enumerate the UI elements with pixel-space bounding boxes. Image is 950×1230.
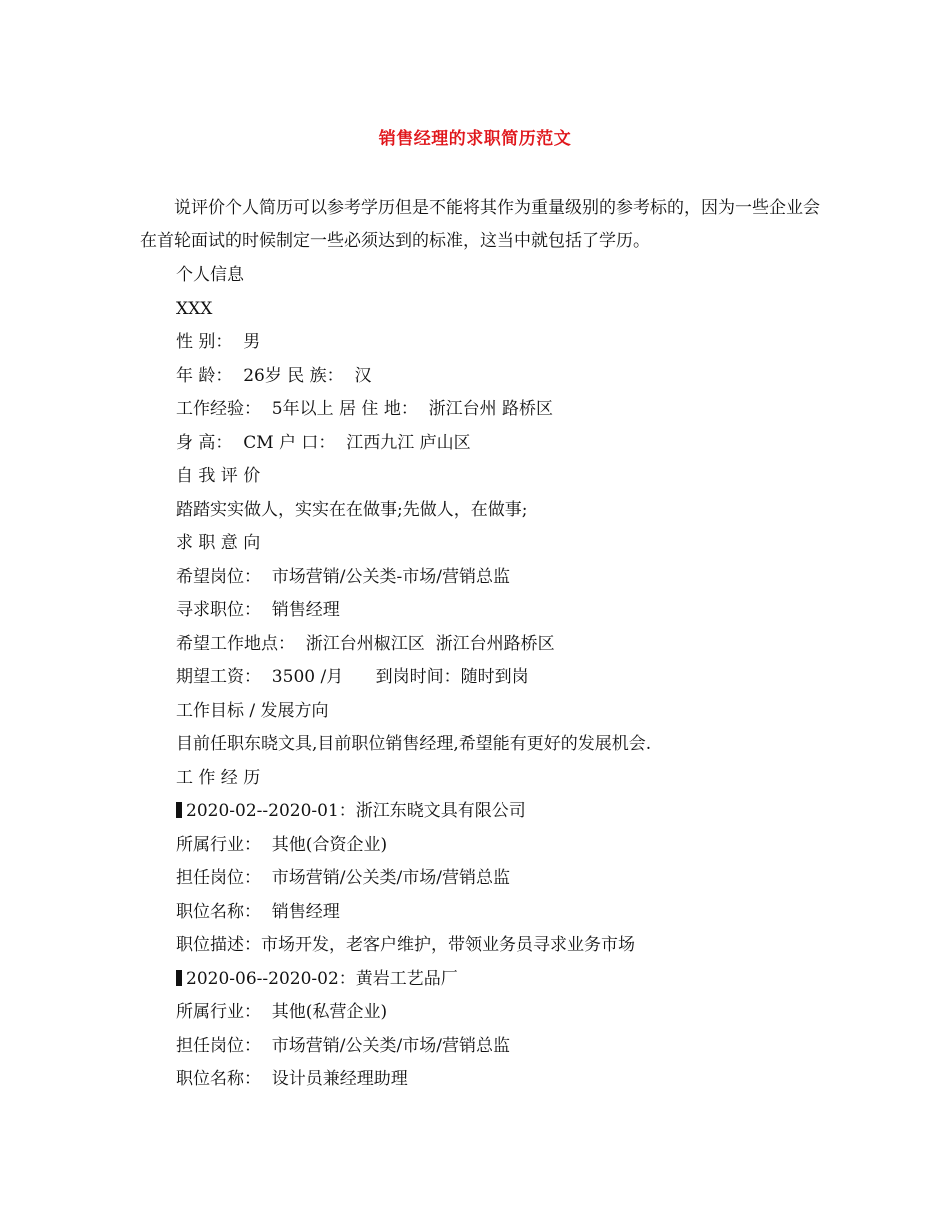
post-line: 担任岗位： 市场营销/公关类/市场/营销总监 [176, 868, 510, 888]
career-goal-text: 目前任职东晓文具,目前职位销售经理,希望能有更好的发展机会. [176, 734, 652, 754]
document-title: 销售经理的求职简历范文 [378, 129, 572, 149]
resume-content [176, 259, 856, 1097]
job-entry-heading [176, 963, 856, 997]
job-description-line: 职位描述：市场开发，老客户维护，带领业务员寻求业务市场 [176, 935, 635, 955]
sought-position-line: 寻求职位： 销售经理 [176, 600, 340, 620]
age-ethnicity-line: 年 龄： 26岁 民 族： 汉 [176, 365, 372, 386]
job-entry-period-company: 2020-06--2020-02：黄岩工艺品厂 [186, 968, 458, 989]
job-entry-period-company: 2020-02--2020-01：浙江东晓文具有限公司 [186, 801, 526, 821]
industry-line: 所属行业： 其他(合资企业) [176, 834, 388, 855]
bullet-marker-icon [176, 802, 182, 818]
self-evaluation-text: 踏踏实实做人，实实在在做事;先做人，在做事; [176, 499, 528, 520]
section-heading-job-intention: 求 职 意 向 [176, 533, 261, 553]
gender-line: 性 别： 男 [176, 332, 261, 352]
section-heading-self-evaluation: 自 我 评 价 [176, 466, 261, 486]
experience-residence-line: 工作经验： 5年以上 居 住 地： 浙江台州 路桥区 [176, 399, 554, 419]
bullet-marker-icon [176, 970, 182, 986]
job-entry-heading [176, 795, 856, 829]
section-heading-personal-info: 个人信息 [176, 265, 244, 285]
job-title-line: 职位名称： 销售经理 [176, 901, 340, 922]
desired-location-line: 希望工作地点： 浙江台州椒江区 浙江台州路桥区 [176, 633, 555, 654]
desired-position-line: 希望岗位： 市场营销/公关类-市场/营销总监 [176, 566, 511, 587]
section-heading-work-experience: 工 作 经 历 [176, 767, 261, 788]
job-title-line: 职位名称： 设计员兼经理助理 [176, 1069, 408, 1089]
height-hukou-line: 身 高： CM 户 口： 江西九江 庐山区 [176, 432, 471, 453]
name-line: XXX [176, 298, 213, 319]
post-line: 担任岗位： 市场营销/公关类/市场/营销总监 [176, 1035, 510, 1056]
section-heading-career-goal: 工作目标 / 发展方向 [176, 700, 329, 721]
industry-line: 所属行业： 其他(私营企业) [176, 1002, 388, 1022]
expected-salary-line: 期望工资： 3500 /月 到岗时间：随时到岗 [176, 667, 529, 687]
intro-paragraph: 说评价个人简历可以参考学历但是不能将其作为重量级别的参考标的，因为一些企业会在首轮面试的时候制定一些必须达到的标准，这当中就包括了学历。 [140, 198, 820, 251]
